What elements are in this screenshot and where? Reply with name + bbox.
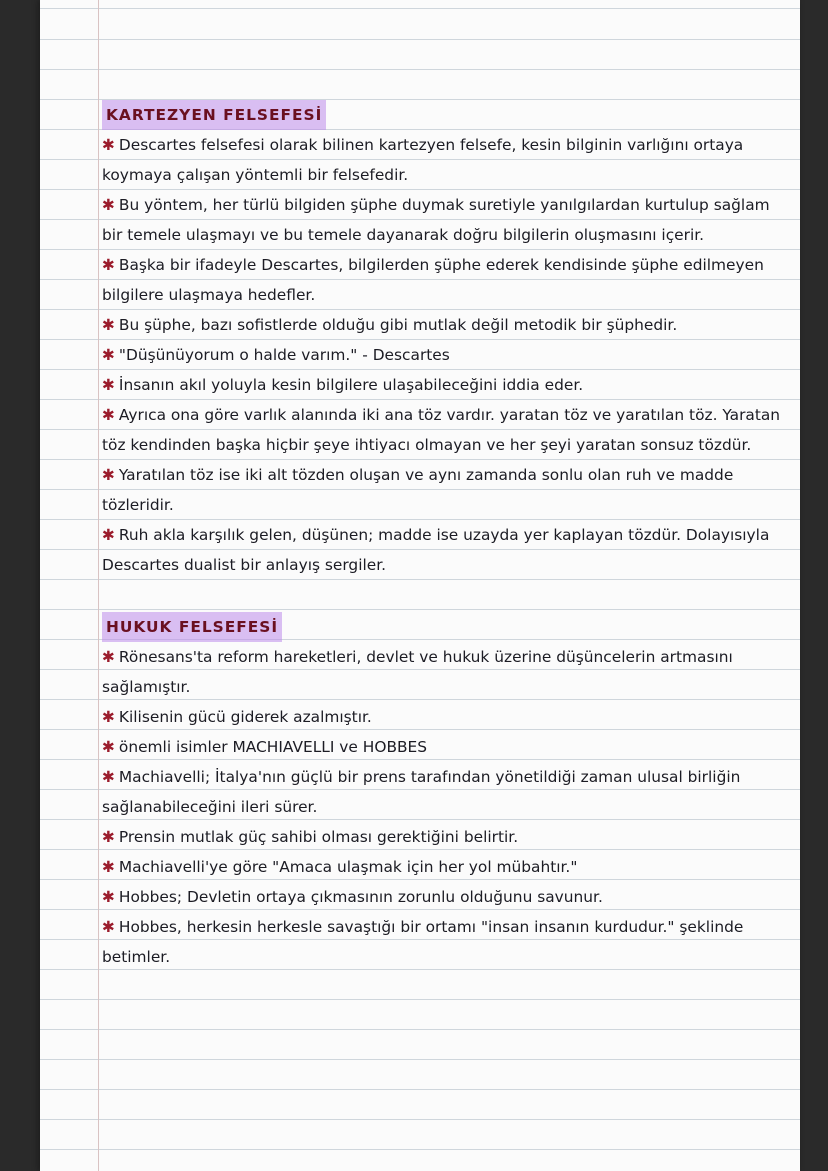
asterisk-icon: ✱ bbox=[102, 708, 115, 726]
note-paragraph: ✱ Ayrıca ona göre varlık alanında iki ana töz vardır. yaratan töz ve yaratılan töz. Yaratan töz kendinden başka hiçbir şeye ihtiyacı olmayan ve her şeyi yaratan sonsuz tözdür. bbox=[102, 406, 781, 454]
section-kartezyen bbox=[102, 130, 790, 580]
note-paragraph: ✱ İnsanın akıl yoluyla kesin bilgilere ulaşabileceğini iddia eder. bbox=[102, 376, 584, 394]
asterisk-icon: ✱ bbox=[102, 406, 115, 424]
note-paragraph: ✱ Rönesans'ta reform hareketleri, devlet ve hukuk üzerine düşüncelerin artmasını sağlamıştır. bbox=[102, 648, 733, 696]
note-paragraph: ✱ Bu yöntem, her türlü bilgiden şüphe duymak suretiyle yanılgılardan kurtulup sağlam bir temele ulaşmayı ve bu temele dayanarak doğru bilgilerin oluşmasını içerir. bbox=[102, 196, 770, 244]
section-gap bbox=[102, 580, 790, 610]
notebook-page bbox=[40, 0, 800, 1171]
asterisk-icon: ✱ bbox=[102, 768, 115, 786]
note-paragraph: ✱ Bu şüphe, bazı sofistlerde olduğu gibi mutlak değil metodik bir şüphedir. bbox=[102, 316, 678, 334]
asterisk-icon: ✱ bbox=[102, 376, 115, 394]
asterisk-icon: ✱ bbox=[102, 256, 115, 274]
asterisk-icon: ✱ bbox=[102, 316, 115, 334]
margin-line bbox=[98, 0, 99, 1171]
note-paragraph: ✱ "Düşünüyorum o halde varım." - Descartes bbox=[102, 346, 450, 364]
note-paragraph: ✱ Machiavelli; İtalya'nın güçlü bir prens tarafından yönetildiği zaman ulusal birliğin sağlanabileceğini ileri sürer. bbox=[102, 768, 741, 816]
asterisk-icon: ✱ bbox=[102, 648, 115, 666]
note-paragraph: ✱ Hobbes; Devletin ortaya çıkmasının zorunlu olduğunu savunur. bbox=[102, 888, 603, 906]
note-paragraph: ✱ önemli isimler MACHIAVELLI ve HOBBES bbox=[102, 738, 428, 756]
note-paragraph: ✱ Yaratılan töz ise iki alt tözden oluşan ve aynı zamanda sonlu olan ruh ve madde tözleridir. bbox=[102, 466, 734, 514]
note-paragraph: ✱ Başka bir ifadeyle Descartes, bilgilerden şüphe ederek kendisinde şüphe edilmeyen bilgilere ulaşmaya hedefler. bbox=[102, 256, 764, 304]
asterisk-icon: ✱ bbox=[102, 526, 115, 544]
asterisk-icon: ✱ bbox=[102, 466, 115, 484]
note-paragraph: ✱ Descartes felsefesi olarak bilinen kartezyen felsefe, kesin bilginin varlığını ortaya koymaya çalışan yöntemli bir felsefedir. bbox=[102, 136, 744, 184]
asterisk-icon: ✱ bbox=[102, 738, 115, 756]
asterisk-icon: ✱ bbox=[102, 136, 115, 154]
note-paragraph: ✱ Ruh akla karşılık gelen, düşünen; madde ise uzayda yer kaplayan tözdür. Dolayısıyla Descartes dualist bir anlayış sergiler. bbox=[102, 526, 770, 574]
notes-content bbox=[102, 98, 790, 972]
note-paragraph: ✱ Machiavelli'ye göre "Amaca ulaşmak için her yol mübahtır." bbox=[102, 858, 578, 876]
note-paragraph: ✱ Hobbes, herkesin herkesle savaştığı bir ortamı "insan insanın kurdudur." şeklinde betimler. bbox=[102, 918, 744, 966]
asterisk-icon: ✱ bbox=[102, 858, 115, 876]
asterisk-icon: ✱ bbox=[102, 346, 115, 364]
note-paragraph: ✱ Prensin mutlak güç sahibi olması gerektiğini belirtir. bbox=[102, 828, 519, 846]
asterisk-icon: ✱ bbox=[102, 196, 115, 214]
section-heading-hukuk: HUKUK FELSEFESİ bbox=[102, 612, 282, 642]
asterisk-icon: ✱ bbox=[102, 918, 115, 936]
section-heading-kartezyen: KARTEZYEN FELSEFESİ bbox=[102, 100, 326, 130]
note-paragraph: ✱ Kilisenin gücü giderek azalmıştır. bbox=[102, 708, 372, 726]
asterisk-icon: ✱ bbox=[102, 888, 115, 906]
asterisk-icon: ✱ bbox=[102, 828, 115, 846]
section-hukuk bbox=[102, 642, 790, 972]
